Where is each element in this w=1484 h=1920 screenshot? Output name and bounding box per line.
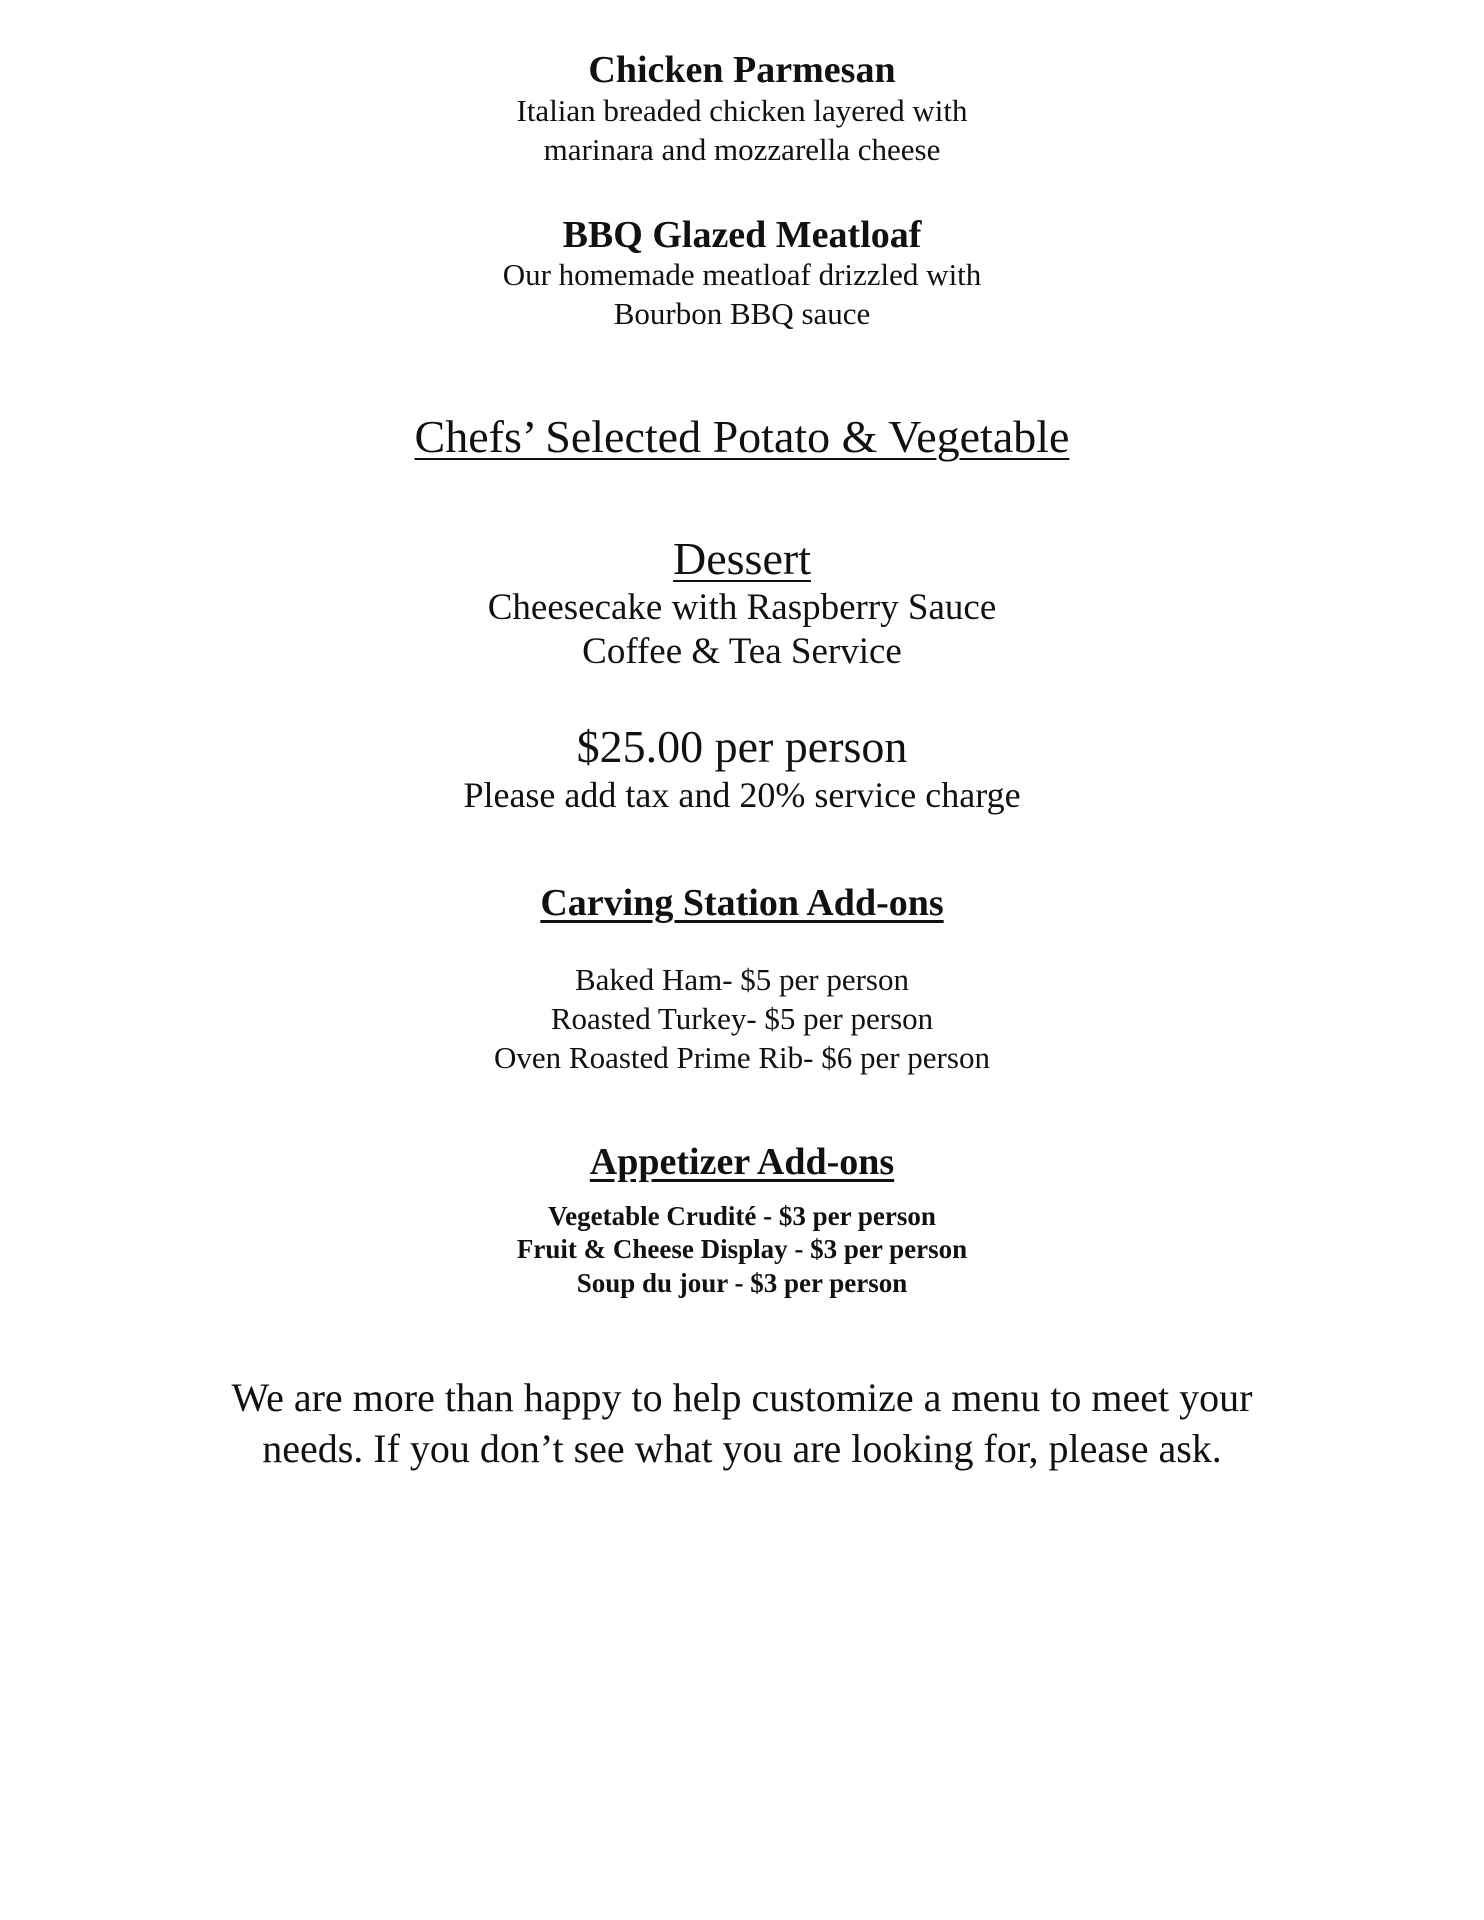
carving-item: Oven Roasted Prime Rib- $6 per person [494,1040,990,1075]
entree-description-line: Our homemade meatloaf drizzled with [502,257,982,292]
entree-description-line: Bourbon BBQ sauce [613,296,871,331]
carving-item: Roasted Turkey- $5 per person [550,1001,934,1036]
entree-title-chicken-parmesan: Chicken Parmesan [588,49,896,91]
price-note: Please add tax and 20% service charge [463,775,1021,815]
appetizer-item: Fruit & Cheese Display - $3 per person [516,1234,968,1264]
dessert-item: Coffee & Tea Service [582,631,902,672]
appetizer-heading: Appetizer Add-ons [589,1141,895,1183]
appetizer-item: Vegetable Crudité - $3 per person [548,1201,936,1231]
closing-note-line: needs. If you don’t see what you are looking for, please ask. [262,1426,1222,1471]
entree-description-line: marinara and mozzarella cheese [543,132,941,167]
entree-title-bbq-meatloaf: BBQ Glazed Meatloaf [562,214,922,256]
dessert-heading: Dessert [673,533,811,584]
carving-station-heading: Carving Station Add-ons [540,882,944,924]
appetizer-item: Soup du jour - $3 per person [576,1268,908,1298]
price-per-person: $25.00 per person [576,721,908,772]
dessert-item: Cheesecake with Raspberry Sauce [487,587,997,628]
closing-note-line: We are more than happy to help customize a menu to meet your [231,1375,1253,1420]
carving-item: Baked Ham- $5 per person [574,962,909,997]
entree-description-line: Italian breaded chicken layered with [516,93,968,128]
sides-heading: Chefs’ Selected Potato & Vegetable [414,411,1070,462]
